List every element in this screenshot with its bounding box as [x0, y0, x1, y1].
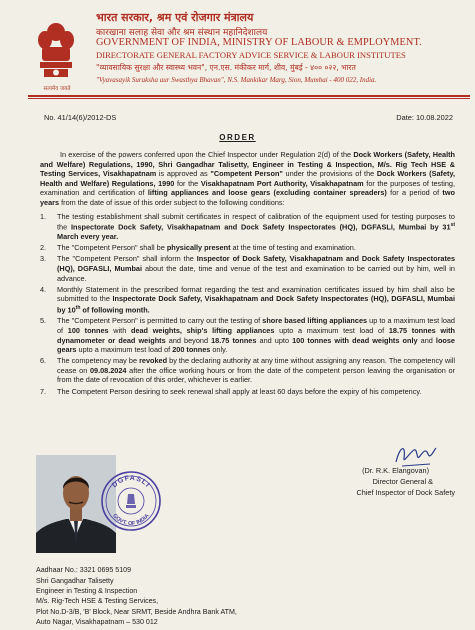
order-body [40, 150, 455, 398]
addressee-company: M/s. Rig-Tech HSE & Testing Services, [36, 597, 159, 605]
addressee-role: Engineer in Testing & Inspection [36, 587, 138, 595]
order-date: Date: 10.08.2022 [396, 113, 453, 122]
conditions-list [40, 212, 455, 397]
letterhead-directorate: DIRECTORATE GENERAL FACTORY ADVICE SERVICE & LABOUR INSTITUTES [96, 50, 406, 60]
letterhead-hindi-directorate: कारखाना सलाह सेवा और श्रम संस्थान महानिदेशालय [96, 28, 268, 38]
condition-2: 2. The "Competent Person" shall be physically present at the time of testing and examination. [40, 243, 356, 253]
file-number: No. 41/14(6)/2012-DS [44, 113, 117, 122]
svg-text:GOVT. OF INDIA [111, 513, 150, 527]
letterhead-ministry: GOVERNMENT OF INDIA, MINISTRY OF LABOUR & EMPLOYMENT. [96, 37, 422, 48]
condition-7: 7. The Competent Person desiring to seek renewal shall apply at least 60 days before the expiry of his competency. [40, 386, 422, 396]
condition-1: 1. The testing establishment shall submit certificates in respect of calibration of the equipment used for testing purposes to the Inspectorate Dock Safety, Visakhapatnam and Dock Safety Inspectorates (HQ), DGFASLI, Mumbai by 31st March every year. [40, 211, 456, 242]
seal-top-text: DGFASLI [111, 474, 152, 490]
letterhead-hindi-address: "व्यावसायिक सुरक्षा और स्वास्थ्य भवन", एन.एस. मंकीकर मार्ग, शीव, मुंबई - ४०० ०२२, भारत [96, 63, 356, 72]
signatory-designation-2: Chief Inspector of Dock Safety [356, 488, 455, 497]
addressee-address-line-1: Plot No.D-3/B, 'B' Block, Near SRMT, Beside Andhra Bank ATM, [36, 608, 237, 616]
letterhead-address: "Vyavasayik Suraksha aur Swasthya Bhavan", N.S. Mankikar Marg, Sion, Mumbai - 400 022, India. [96, 76, 377, 84]
intro-paragraph: In exercise of the powers conferred upon the Chief Inspector under Regulation 2(d) of the Dock Workers (Safety, Health and Welfare) Regulations, 1990, Shri Gangadhar Talisetty, Engineer in Testing & Inspection, M/s. Rig Tech HSE & Testing Services, Visakhapatnam is approved as "Competent Person" under the provisions of the Dock Workers (Safety, Health and Welfare) Regulations, 1990 for the Visakhapatnam Port Authority, Visakhapatnam for the purposes of testing, examination and certification of lifting appliances and loose gears (excluding container spreaders) for a period of two years from the date of issue of this order subject to the following conditions: [40, 150, 455, 207]
condition-3: 3. The "Competent Person" shall inform the Inspector of Dock Safety, Visakhapatnam and Dock Safety Inspectorates (HQ), DGFASLI, Mumbai about the date, time and venue of the test and examination to be carried out by him, well in advance. [40, 254, 456, 283]
seal-bottom-text: GOVT. OF INDIA [111, 512, 151, 528]
letterhead-hindi-ministry: भारत सरकार, श्रम एवं रोजगार मंत्रालय [96, 11, 254, 24]
signatory-name: (Dr. R.K. Elangovan) [362, 466, 429, 475]
signatory-designation: Director General & [372, 477, 433, 486]
national-emblem-icon [36, 20, 76, 86]
order-title: ORDER [219, 133, 256, 142]
condition-5: 5. The "Competent Person" is permitted to carry out the testing of shore based lifting appliances up to a maximum test load of 100 tonnes with dead weights, ship's lifting appliances upto a maximum test load of 18.75 tonnes with dynamometer or dead weights and beyond 18.75 tonnes and upto 100 tonnes with dead weights only and loose gears upto a maximum test load of 200 tonnes only. [40, 316, 456, 355]
letterhead-rule-thin [28, 98, 470, 99]
condition-4: 4. Monthly Statement in the prescribed format regarding the test and examination certificates issued by him shall also be submitted to the Inspectorate Dock Safety, Visakhapatnam and Dock Safety Inspectorates (HQ), DGFASLI, Mumbai by 10th of following month. [40, 284, 455, 315]
aadhaar-number: Aadhaar No.: 3321 0695 5109 [36, 566, 132, 574]
addressee-name: Shri Gangadhar Talisetty [36, 577, 114, 585]
condition-6: 6. The competency may be revoked by the declaring authority at any time without assigning any reason. The competency will cease on 09.08.2024 after the office working hours or from the date of the competent person leaving the organisation or from the date of revocation of this order, whichever is earlier. [40, 356, 456, 385]
office-seal [100, 470, 162, 532]
addressee-address-line-2: Auto Nagar, Visakhapatnam – 530 012 [36, 618, 158, 626]
emblem-motto: सत्यमेव जयते [43, 86, 71, 92]
letterhead-rule [28, 95, 470, 97]
svg-text:DGFASLI [111, 475, 151, 489]
